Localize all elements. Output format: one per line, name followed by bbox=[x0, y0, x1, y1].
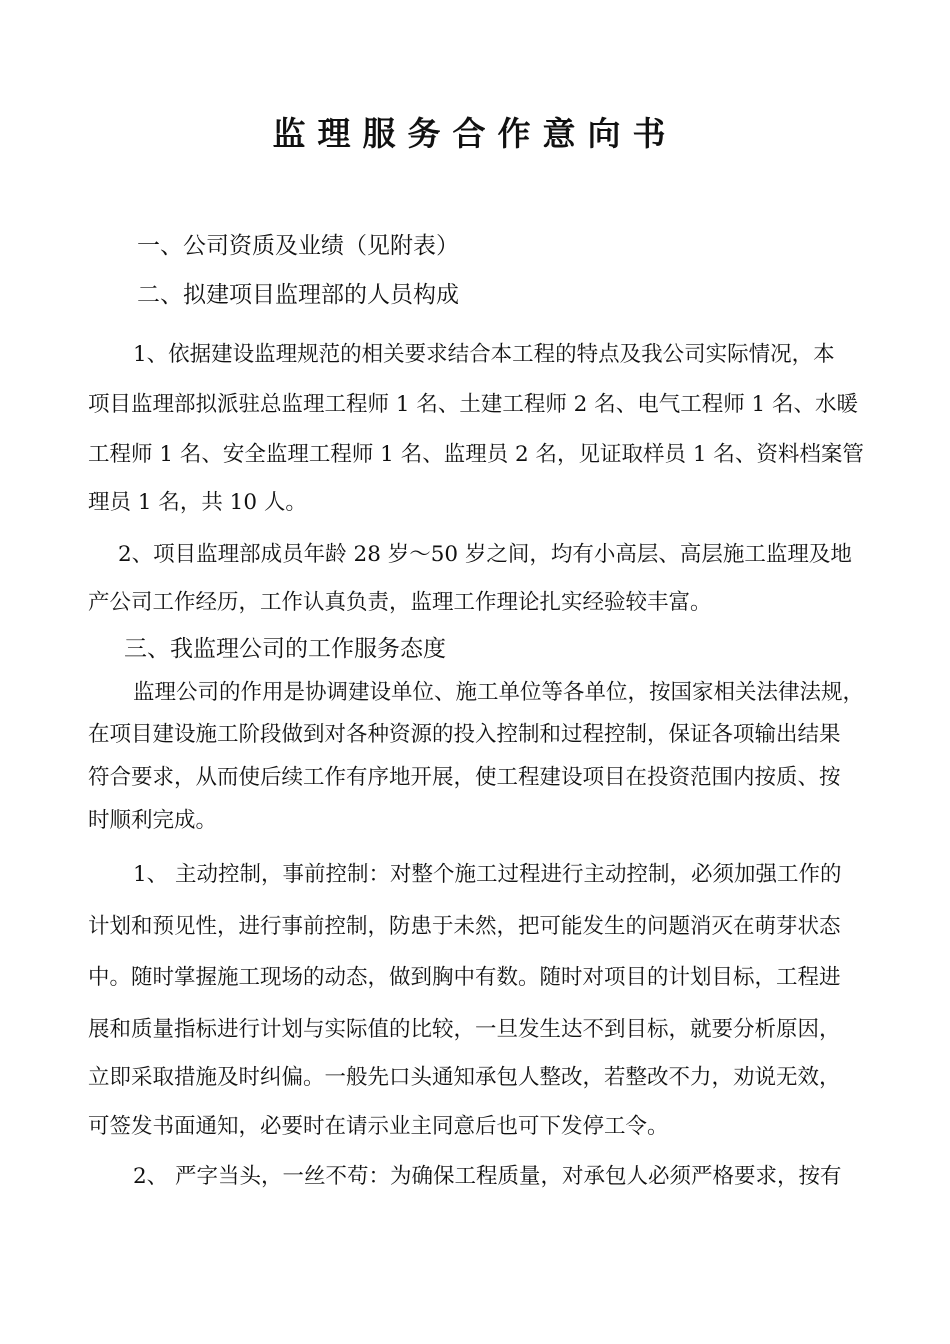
paragraph-line: 符合要求，从而使后续工作有序地开展，使工程建设项目在投资范围内按质、按 bbox=[88, 765, 841, 790]
section-heading-2: 二、拟建项目监理部的人员构成 bbox=[137, 282, 459, 308]
paragraph-line: 中。随时掌握施工现场的动态，做到胸中有数。随时对项目的计划目标，工程进 bbox=[88, 965, 841, 990]
paragraph-line: 时顺利完成。 bbox=[88, 808, 218, 833]
paragraph-line: 2、项目监理部成员年龄 28 岁～50 岁之间，均有小高层、高层施工监理及地 bbox=[118, 542, 852, 567]
paragraph-line: 1、依据建设监理规范的相关要求结合本工程的特点及我公司实际情况，本 bbox=[133, 342, 835, 367]
section-heading-3: 三、我监理公司的工作服务态度 bbox=[124, 636, 446, 662]
paragraph-line: 展和质量指标进行计划与实际值的比较，一旦发生达不到目标，就要分析原因， bbox=[88, 1017, 841, 1042]
paragraph-line: 监理公司的作用是协调建设单位、施工单位等各单位，按国家相关法律法规， bbox=[133, 680, 865, 705]
paragraph-line: 工程师 1 名、安全监理工程师 1 名、监理员 2 名，见证取样员 1 名、资料档案管 bbox=[88, 442, 864, 467]
paragraph-line: 1、 主动控制，事前控制：对整个施工过程进行主动控制，必须加强工作的 bbox=[133, 862, 842, 887]
paragraph-line: 立即采取措施及时纠偏。一般先口头通知承包人整改，若整改不力，劝说无效， bbox=[88, 1065, 841, 1090]
document-title: 监理服务合作意向书 bbox=[272, 114, 678, 153]
paragraph-line: 在项目建设施工阶段做到对各种资源的投入控制和过程控制，保证各项输出结果 bbox=[88, 722, 841, 747]
paragraph-line: 可签发书面通知，必要时在请示业主同意后也可下发停工令。 bbox=[88, 1114, 669, 1139]
paragraph-line: 计划和预见性，进行事前控制，防患于未然，把可能发生的问题消灭在萌芽状态 bbox=[88, 914, 841, 939]
paragraph-line: 理员 1 名，共 10 人。 bbox=[88, 490, 307, 515]
section-heading-1: 一、公司资质及业绩（见附表） bbox=[137, 233, 459, 259]
paragraph-line: 产公司工作经历，工作认真负责，监理工作理论扎实经验较丰富。 bbox=[88, 590, 712, 615]
paragraph-line: 2、 严字当头，一丝不苟：为确保工程质量，对承包人必须严格要求，按有 bbox=[133, 1164, 842, 1189]
paragraph-line: 项目监理部拟派驻总监理工程师 1 名、土建工程师 2 名、电气工程师 1 名、水暖 bbox=[88, 392, 859, 417]
